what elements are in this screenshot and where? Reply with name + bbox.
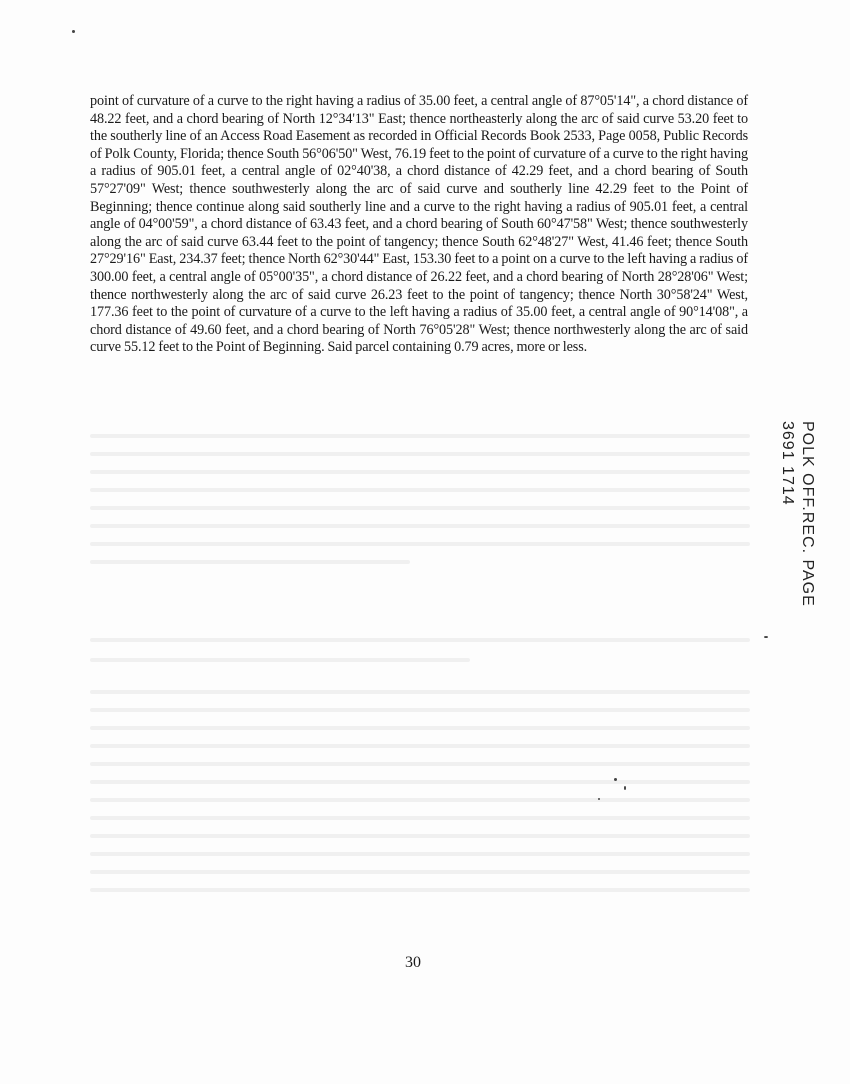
bleed-through-line [90, 816, 750, 820]
scan-speck [624, 786, 626, 790]
recording-stamp [760, 395, 816, 607]
bleed-through-line [90, 852, 750, 856]
scan-speck [764, 636, 768, 638]
page-number: 30 [405, 954, 421, 971]
bleed-through-line [90, 470, 750, 474]
bleed-through-line [90, 708, 750, 712]
bleed-through-line [90, 524, 750, 528]
bleed-through-line [90, 488, 750, 492]
bleed-through-line [90, 870, 750, 874]
bleed-through-line [90, 690, 750, 694]
scan-speck [614, 778, 617, 781]
bleed-through-line [90, 434, 750, 438]
bleed-through-line [90, 542, 750, 546]
scan-speck [598, 798, 600, 800]
scan-speck [72, 30, 75, 33]
bleed-through-line [90, 798, 750, 802]
recording-stamp-book-page: 3691 1714 [779, 421, 796, 506]
bleed-through-line [90, 780, 750, 784]
bleed-through-line [90, 658, 470, 662]
bleed-through-line [90, 638, 750, 642]
bleed-through-line [90, 762, 750, 766]
bleed-through-line [90, 506, 750, 510]
bleed-through-line [90, 726, 750, 730]
bleed-through-line [90, 560, 410, 564]
bleed-through-line [90, 452, 750, 456]
recording-stamp-book-label: POLK OFF.REC. PAGE [799, 421, 816, 607]
legal-description-paragraph: point of curvature of a curve to the right having a radius of 35.00 feet, a central angle of 87°05'14", a chord distance of 48.22 feet, and a chord bearing of North 12°34'13" East; thence northeasterly along the arc of said curve 53.20 feet to the southerly line of an Access Road Easement as recorded in Official Records Book 2533, Page 0058, Public Records of Polk County, Florida; thence South 56°06'50" West, 76.19 feet to the point of curvature of a curve to the right having a radius of 905.01 feet, a central angle of 02°40'38, a chord distance of 42.29 feet, and a chord bearing of South 57°27'09" West; thence southwesterly along the arc of said curve and southerly line 42.29 feet to the Point of Beginning; thence continue along said southerly line and a curve to the right having a radius of 905.01 feet, a central angle of 04°00'59", a chord distance of 63.43 feet, and a chord bearing of South 60°47'58" West; thence southwesterly along the arc of said curve 63.44 feet to the point of tangency; thence South 62°48'27" West, 41.46 feet; thence South 27°29'16" East, 234.37 feet; thence North 62°30'44" East, 153.30 feet to a point on a curve to the left having a radius of 300.00 feet, a central angle of 05°00'35", a chord distance of 26.22 feet, and a chord bearing of North 28°28'06" West; thence northwesterly along the arc of said curve 26.23 feet to the point of tangency; thence North 30°58'24" West, 177.36 feet to the point of curvature of a curve to the left having a radius of 35.00 feet, a central angle of 90°14'08", a chord distance of 49.60 feet, and a chord bearing of North 76°05'28" West; thence northwesterly along the arc of said curve 55.12 feet to the Point of Beginning. Said parcel containing 0.79 acres, more or less. [90, 93, 748, 356]
bleed-through-line [90, 834, 750, 838]
bleed-through-line [90, 888, 750, 892]
bleed-through-line [90, 744, 750, 748]
